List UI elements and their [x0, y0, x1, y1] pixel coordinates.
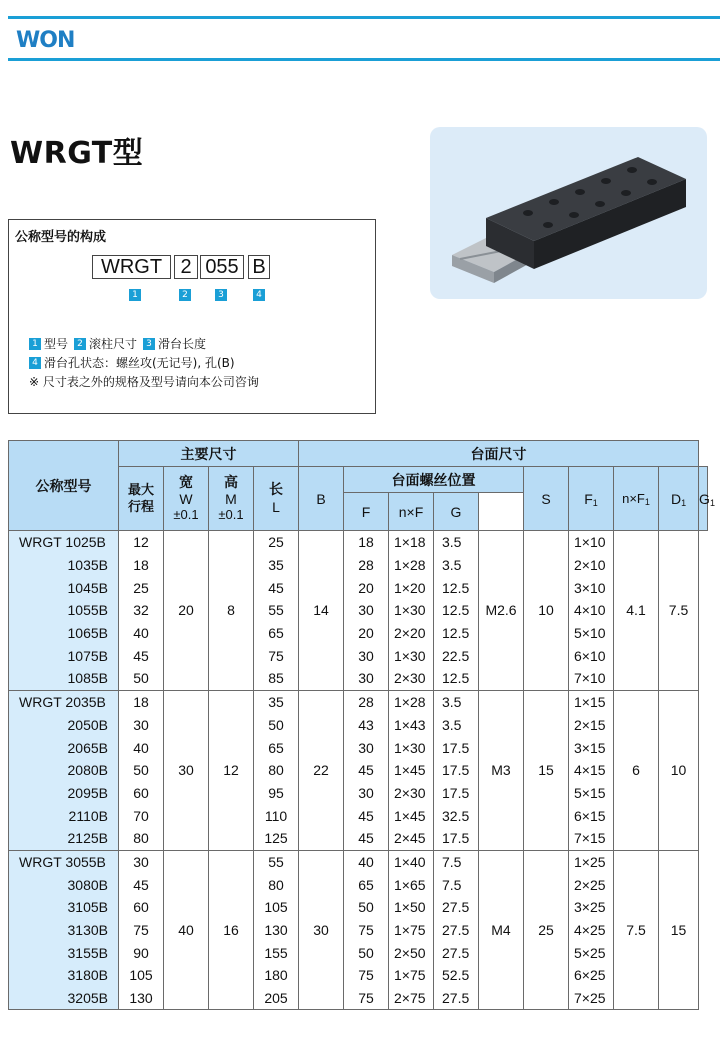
cell-nxF: 1×40	[389, 850, 434, 873]
cell-S: M2.6	[479, 531, 524, 691]
col-F1-header: $F_1$	[569, 467, 614, 531]
cell-stroke: 60	[119, 782, 164, 805]
cell-F: 50	[344, 896, 389, 919]
cell-nxF: 1×20	[389, 576, 434, 599]
cell-B: 30	[299, 850, 344, 1010]
cell-length: 55	[254, 850, 299, 873]
cell-F: 75	[344, 987, 389, 1010]
spec-table-head	[9, 441, 715, 531]
cell-stroke: 60	[119, 896, 164, 919]
cell-nxF1: 2×15	[569, 714, 614, 737]
table-row	[9, 827, 708, 850]
cell-nxF1: 2×10	[569, 554, 614, 577]
cell-length: 35	[254, 554, 299, 577]
cell-nxF1: 7×15	[569, 827, 614, 850]
cell-G: 3.5	[434, 554, 479, 577]
cell-G: 7.5	[434, 873, 479, 896]
col-model-header: 公称型号	[9, 441, 119, 531]
cell-stroke: 90	[119, 941, 164, 964]
cell-D1: 4.1	[614, 531, 659, 691]
cell-nxF: 1×30	[389, 644, 434, 667]
cell-model: WRGT 1025B	[9, 531, 119, 554]
table-row	[9, 667, 708, 690]
cell-length: 205	[254, 987, 299, 1010]
cell-model: 3105B	[9, 896, 119, 919]
cell-stroke: 30	[119, 714, 164, 737]
cell-D1: 6	[614, 690, 659, 850]
cell-length: 110	[254, 804, 299, 827]
cell-nxF: 1×45	[389, 759, 434, 782]
col-nxF1-header: $n\times F_1$	[614, 467, 659, 531]
cell-nxF: 1×18	[389, 531, 434, 554]
cell-length: 45	[254, 576, 299, 599]
cell-length: 50	[254, 714, 299, 737]
cell-F: 18	[344, 531, 389, 554]
cell-model: 3155B	[9, 941, 119, 964]
header-rule	[8, 58, 720, 61]
col-B-header: B	[299, 467, 344, 531]
col-stroke-header: 最大行程	[119, 467, 164, 531]
cell-model: 2125B	[9, 827, 119, 850]
table-dims-header: 台面尺寸	[299, 441, 699, 467]
cell-nxF: 1×75	[389, 964, 434, 987]
cell-F: 65	[344, 873, 389, 896]
cell-F: 30	[344, 782, 389, 805]
cell-B: 22	[299, 690, 344, 850]
cell-nxF: 2×45	[389, 827, 434, 850]
col-G-header: G	[434, 493, 479, 531]
cell-G: 12.5	[434, 599, 479, 622]
cell-nxF1: 2×25	[569, 873, 614, 896]
cell-length: 180	[254, 964, 299, 987]
cell-model: 2080B	[9, 759, 119, 782]
badge-4: 4	[253, 289, 265, 301]
cell-nxF1: 6×25	[569, 964, 614, 987]
cell-nxF: 2×50	[389, 941, 434, 964]
cell-stroke: 18	[119, 690, 164, 713]
cell-model: 2050B	[9, 714, 119, 737]
cell-stroke: 25	[119, 576, 164, 599]
cell-length: 155	[254, 941, 299, 964]
table-row	[9, 644, 708, 667]
cell-F: 40	[344, 850, 389, 873]
cell-G: 22.5	[434, 644, 479, 667]
legend-badge-1: 1	[29, 338, 41, 350]
badge-3: 3	[215, 289, 227, 301]
page-title: WRGT型	[10, 136, 144, 171]
cell-length: 80	[254, 759, 299, 782]
cell-F: 30	[344, 644, 389, 667]
main-dims-header: 主要尺寸	[119, 441, 299, 467]
table-row	[9, 850, 708, 873]
cell-length: 65	[254, 622, 299, 645]
cell-nxF: 1×65	[389, 873, 434, 896]
cell-G: 3.5	[434, 531, 479, 554]
cell-nxF: 2×30	[389, 782, 434, 805]
cell-nxF1: 4×25	[569, 919, 614, 942]
cell-F: 75	[344, 919, 389, 942]
cell-F: 50	[344, 941, 389, 964]
cell-stroke: 30	[119, 850, 164, 873]
cell-stroke: 75	[119, 919, 164, 942]
cell-F: 43	[344, 714, 389, 737]
cell-stroke: 18	[119, 554, 164, 577]
table-row	[9, 714, 708, 737]
cell-stroke: 105	[119, 964, 164, 987]
cell-width: 20	[164, 531, 209, 691]
cell-model: 1085B	[9, 667, 119, 690]
cell-nxF: 1×75	[389, 919, 434, 942]
cell-model: 1045B	[9, 576, 119, 599]
cell-width: 40	[164, 850, 209, 1010]
cell-model: WRGT 3055B	[9, 850, 119, 873]
cell-nxF1: 5×15	[569, 782, 614, 805]
cell-nxF1: 3×25	[569, 896, 614, 919]
product-image-panel	[430, 127, 707, 299]
cell-stroke: 32	[119, 599, 164, 622]
table-row	[9, 622, 708, 645]
cell-G: 27.5	[434, 919, 479, 942]
cell-S: M3	[479, 690, 524, 850]
cell-D1: 7.5	[614, 850, 659, 1010]
cell-G1: 10	[659, 690, 699, 850]
table-row	[9, 690, 708, 713]
cell-stroke: 45	[119, 644, 164, 667]
cell-G: 17.5	[434, 736, 479, 759]
table-row	[9, 941, 708, 964]
linear-slide-image	[430, 127, 707, 299]
cell-F: 28	[344, 690, 389, 713]
col-width-header: 宽 W ±0.1	[164, 467, 209, 531]
table-row	[9, 804, 708, 827]
legend-text-4: 滑台孔状态：螺丝攻(无记号), 孔(B)	[44, 356, 235, 370]
cell-G: 17.5	[434, 827, 479, 850]
col-length-header: 长 L	[254, 467, 299, 531]
cell-nxF1: 6×10	[569, 644, 614, 667]
cell-model: 3205B	[9, 987, 119, 1010]
badge-2: 2	[179, 289, 191, 301]
model-box-header: 公称型号的构成	[15, 230, 107, 245]
table-row	[9, 554, 708, 577]
cell-model: 1035B	[9, 554, 119, 577]
cell-F: 20	[344, 622, 389, 645]
cell-nxF: 2×20	[389, 622, 434, 645]
cell-model: 2110B	[9, 804, 119, 827]
cell-nxF1: 7×10	[569, 667, 614, 690]
code-part-model: WRGT	[92, 255, 171, 279]
cell-nxF: 1×28	[389, 690, 434, 713]
cell-G: 27.5	[434, 941, 479, 964]
col-G1-header: $G_1$	[699, 467, 708, 531]
cell-F: 30	[344, 736, 389, 759]
cell-G: 17.5	[434, 759, 479, 782]
cell-height: 8	[209, 531, 254, 691]
legend-text-1: 型号	[44, 337, 69, 351]
col-height-header: 高 M ±0.1	[209, 467, 254, 531]
col-D1-header: $D_1$	[659, 467, 699, 531]
cell-B: 14	[299, 531, 344, 691]
cell-nxF1: 5×25	[569, 941, 614, 964]
table-row	[9, 896, 708, 919]
cell-nxF: 2×30	[389, 667, 434, 690]
cell-length: 85	[254, 667, 299, 690]
cell-length: 35	[254, 690, 299, 713]
cell-model: 1065B	[9, 622, 119, 645]
code-part-hole: B	[248, 255, 270, 279]
table-row	[9, 987, 708, 1010]
model-composition-box	[8, 219, 376, 414]
cell-length: 25	[254, 531, 299, 554]
cell-nxF: 2×75	[389, 987, 434, 1010]
cell-nxF1: 1×15	[569, 690, 614, 713]
cell-G: 12.5	[434, 576, 479, 599]
cell-model: 3180B	[9, 964, 119, 987]
cell-F: 30	[344, 667, 389, 690]
cell-G: 12.5	[434, 622, 479, 645]
legend-badge-4: 4	[29, 357, 41, 369]
cell-F: 45	[344, 804, 389, 827]
cell-length: 80	[254, 873, 299, 896]
cell-stroke: 50	[119, 759, 164, 782]
brand-logo	[16, 28, 74, 52]
cell-F: 45	[344, 827, 389, 850]
cell-nxF1: 6×15	[569, 804, 614, 827]
cell-stroke: 12	[119, 531, 164, 554]
cell-F1: 10	[524, 531, 569, 691]
table-row	[9, 576, 708, 599]
cell-stroke: 50	[119, 667, 164, 690]
cell-nxF1: 1×10	[569, 531, 614, 554]
cell-length: 95	[254, 782, 299, 805]
cell-F: 20	[344, 576, 389, 599]
cell-height: 16	[209, 850, 254, 1010]
table-row	[9, 599, 708, 622]
cell-G: 3.5	[434, 714, 479, 737]
cell-width: 30	[164, 690, 209, 850]
table-row	[9, 736, 708, 759]
table-row	[9, 782, 708, 805]
cell-nxF1: 3×10	[569, 576, 614, 599]
cell-nxF1: 4×10	[569, 599, 614, 622]
cell-F: 28	[344, 554, 389, 577]
model-note: ※ 尺寸表之外的规格及型号请向本公司咨询	[29, 375, 259, 389]
table-row	[9, 919, 708, 942]
cell-stroke: 80	[119, 827, 164, 850]
cell-F: 75	[344, 964, 389, 987]
cell-model: 3130B	[9, 919, 119, 942]
top-rule	[8, 16, 720, 19]
cell-nxF: 1×28	[389, 554, 434, 577]
cell-G1: 15	[659, 850, 699, 1010]
spec-table	[8, 440, 715, 1010]
cell-nxF: 1×30	[389, 736, 434, 759]
cell-length: 130	[254, 919, 299, 942]
table-row	[9, 759, 708, 782]
cell-nxF1: 1×25	[569, 850, 614, 873]
legend-text-2: 滚柱尺寸	[89, 337, 138, 351]
cell-nxF: 1×45	[389, 804, 434, 827]
cell-nxF1: 7×25	[569, 987, 614, 1010]
cell-nxF: 1×43	[389, 714, 434, 737]
col-nxF-header: n×F	[389, 493, 434, 531]
cell-length: 125	[254, 827, 299, 850]
cell-stroke: 40	[119, 622, 164, 645]
cell-nxF: 1×30	[389, 599, 434, 622]
cell-G1: 7.5	[659, 531, 699, 691]
cell-G: 3.5	[434, 690, 479, 713]
cell-nxF1: 4×15	[569, 759, 614, 782]
cell-G: 17.5	[434, 782, 479, 805]
cell-stroke: 130	[119, 987, 164, 1010]
cell-model: 3080B	[9, 873, 119, 896]
cell-stroke: 45	[119, 873, 164, 896]
cell-nxF: 1×50	[389, 896, 434, 919]
cell-stroke: 40	[119, 736, 164, 759]
cell-nxF1: 5×10	[569, 622, 614, 645]
cell-length: 105	[254, 896, 299, 919]
col-F-header: F	[344, 493, 389, 531]
cell-height: 12	[209, 690, 254, 850]
cell-length: 75	[254, 644, 299, 667]
cell-length: 55	[254, 599, 299, 622]
cell-model: 1075B	[9, 644, 119, 667]
cell-F1: 15	[524, 690, 569, 850]
badge-1: 1	[129, 289, 141, 301]
cell-model: WRGT 2035B	[9, 690, 119, 713]
screw-pos-header: 台面螺丝位置	[344, 467, 524, 493]
cell-model: 2095B	[9, 782, 119, 805]
cell-model: 1055B	[9, 599, 119, 622]
cell-G: 27.5	[434, 987, 479, 1010]
cell-F: 30	[344, 599, 389, 622]
cell-G: 27.5	[434, 896, 479, 919]
cell-model: 2065B	[9, 736, 119, 759]
cell-nxF1: 3×15	[569, 736, 614, 759]
table-row	[9, 873, 708, 896]
cell-F: 45	[344, 759, 389, 782]
cell-G: 7.5	[434, 850, 479, 873]
code-part-length: 055	[200, 255, 244, 279]
legend-line-1	[29, 336, 206, 352]
cell-stroke: 70	[119, 804, 164, 827]
legend-badge-2: 2	[74, 338, 86, 350]
col-S-header: S	[524, 467, 569, 531]
cell-G: 12.5	[434, 667, 479, 690]
legend-text-3: 滑台长度	[158, 337, 207, 351]
legend-line-2	[29, 355, 235, 371]
spec-table-body	[9, 531, 708, 1010]
table-row	[9, 531, 708, 554]
table-row	[9, 964, 708, 987]
cell-G: 52.5	[434, 964, 479, 987]
cell-S: M4	[479, 850, 524, 1010]
logo-text: WON	[16, 27, 75, 53]
cell-G: 32.5	[434, 804, 479, 827]
legend-badge-3: 3	[143, 338, 155, 350]
code-part-roller: 2	[174, 255, 198, 279]
cell-length: 65	[254, 736, 299, 759]
cell-F1: 25	[524, 850, 569, 1010]
